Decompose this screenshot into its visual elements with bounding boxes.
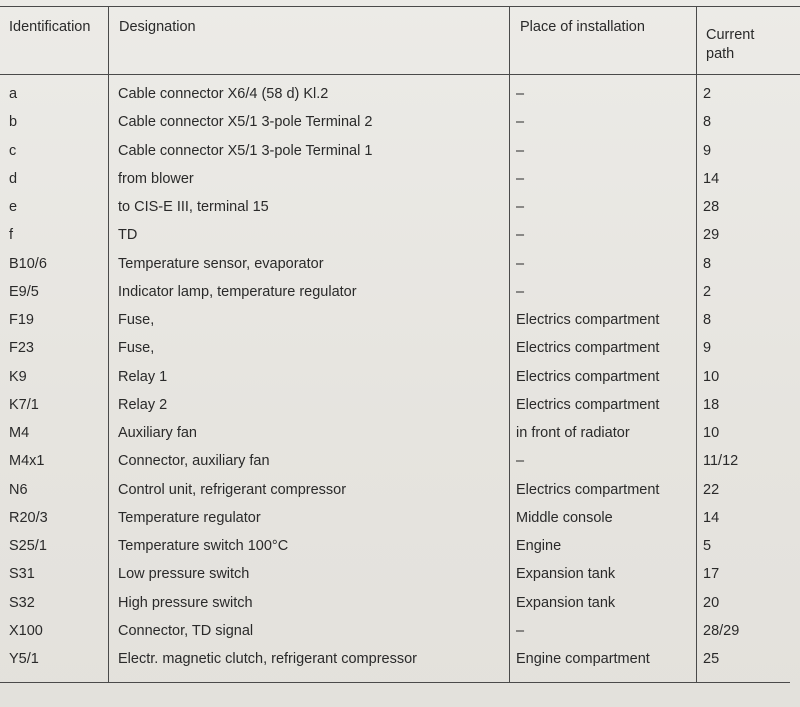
table-row xyxy=(0,256,800,284)
place-cell: – xyxy=(516,453,525,470)
designation-cell: from blower xyxy=(118,170,194,187)
designation-cell: Auxiliary fan xyxy=(118,425,197,441)
identification-cell: b xyxy=(9,114,18,131)
current-path-cell: 14 xyxy=(703,170,720,187)
current-path-cell: 18 xyxy=(703,396,720,413)
designation-cell: Relay 1 xyxy=(118,368,168,385)
identification-cell: X100 xyxy=(9,622,43,639)
place-cell: – xyxy=(516,86,525,102)
current-path-cell: 9 xyxy=(703,340,712,357)
table-row xyxy=(0,397,800,425)
identification-cell: R20/3 xyxy=(9,509,48,526)
identification-cell: N6 xyxy=(9,481,28,498)
place-cell: Middle console xyxy=(516,509,613,526)
table-row xyxy=(0,623,800,651)
header-identification: Identification xyxy=(9,19,91,35)
place-cell: – xyxy=(516,283,525,300)
table-row xyxy=(0,425,800,453)
header-current-path: Current path xyxy=(706,27,755,62)
place-cell: Electrics compartment xyxy=(516,312,660,328)
current-path-cell: 28/29 xyxy=(703,622,740,639)
identification-cell: Y5/1 xyxy=(9,651,39,667)
table-row xyxy=(0,340,800,368)
place-cell: Expansion tank xyxy=(516,566,616,583)
designation-cell: Cable connector X5/1 3-pole Terminal 1 xyxy=(118,142,373,159)
identification-cell: K9 xyxy=(9,368,27,385)
current-path-cell: 8 xyxy=(703,312,712,328)
table-row xyxy=(0,199,800,227)
table-row xyxy=(0,369,800,397)
table-row xyxy=(0,227,800,255)
place-cell: – xyxy=(516,622,525,639)
designation-cell: Electr. magnetic clutch, refrigerant compressor xyxy=(118,651,417,667)
designation-cell: to CIS-E III, terminal 15 xyxy=(118,199,269,215)
identification-cell: K7/1 xyxy=(9,396,39,413)
identification-cell: F23 xyxy=(9,340,34,357)
place-cell: Engine compartment xyxy=(516,651,650,667)
place-cell: – xyxy=(516,170,525,187)
identification-cell: F19 xyxy=(9,312,34,328)
identification-cell: S31 xyxy=(9,566,35,583)
current-path-cell: 2 xyxy=(703,86,712,102)
place-cell: Expansion tank xyxy=(516,594,616,611)
table-row xyxy=(0,114,800,142)
current-path-cell: 11/12 xyxy=(703,453,739,470)
place-cell: Electrics compartment xyxy=(516,396,660,413)
table-row xyxy=(0,510,800,538)
identification-cell: c xyxy=(9,142,17,159)
designation-cell: Indicator lamp, temperature regulator xyxy=(118,283,357,300)
table-row xyxy=(0,453,800,481)
current-path-cell: 28 xyxy=(703,199,720,215)
designation-cell: TD xyxy=(118,227,138,244)
place-cell: – xyxy=(516,114,525,131)
designation-cell: High pressure switch xyxy=(118,594,253,611)
current-path-cell: 17 xyxy=(703,566,720,583)
designation-cell: Temperature sensor, evaporator xyxy=(118,255,324,272)
header-place-of-installation: Place of installation xyxy=(520,19,645,35)
designation-cell: Control unit, refrigerant compressor xyxy=(118,481,347,498)
place-cell: Engine xyxy=(516,538,562,554)
designation-cell: Connector, TD signal xyxy=(118,622,254,639)
table-row xyxy=(0,171,800,199)
place-cell: Electrics compartment xyxy=(516,481,660,498)
identification-cell: M4 xyxy=(9,425,30,441)
current-path-cell: 20 xyxy=(703,594,720,611)
identification-cell: E9/5 xyxy=(9,283,39,300)
table-row xyxy=(0,284,800,312)
table-row xyxy=(0,86,800,114)
place-cell: Electrics compartment xyxy=(516,368,660,385)
table-header-rule xyxy=(0,74,800,75)
place-cell: – xyxy=(516,199,525,215)
identification-cell: S32 xyxy=(9,594,35,611)
current-path-cell: 9 xyxy=(703,142,712,159)
place-cell: Electrics compartment xyxy=(516,340,660,357)
current-path-cell: 10 xyxy=(703,368,720,385)
place-cell: – xyxy=(516,227,525,244)
identification-cell: B10/6 xyxy=(9,255,47,272)
place-cell: – xyxy=(516,255,525,272)
designation-cell: Fuse, xyxy=(118,312,155,328)
identification-cell: M4x1 xyxy=(9,453,45,470)
current-path-cell: 5 xyxy=(703,538,712,554)
current-path-cell: 25 xyxy=(703,651,720,667)
table-row xyxy=(0,538,800,566)
table-bottom-rule xyxy=(0,682,790,683)
table-row xyxy=(0,312,800,340)
table-row xyxy=(0,595,800,623)
current-path-cell: 8 xyxy=(703,255,712,272)
current-path-cell: 29 xyxy=(703,227,720,244)
designation-cell: Cable connector X6/4 (58 d) Kl.2 xyxy=(118,86,329,102)
table-row xyxy=(0,566,800,594)
designation-cell: Fuse, xyxy=(118,340,155,357)
place-cell: in front of radiator xyxy=(516,425,630,441)
current-path-cell: 14 xyxy=(703,509,720,526)
identification-cell: e xyxy=(9,199,18,215)
current-path-cell: 22 xyxy=(703,481,720,498)
identification-cell: a xyxy=(9,86,18,102)
designation-cell: Connector, auxiliary fan xyxy=(118,453,270,470)
table-row xyxy=(0,651,800,679)
designation-cell: Cable connector X5/1 3-pole Terminal 2 xyxy=(118,114,373,131)
header-designation: Designation xyxy=(119,19,196,35)
designation-cell: Low pressure switch xyxy=(118,566,250,583)
identification-cell: S25/1 xyxy=(9,538,47,554)
table-row xyxy=(0,482,800,510)
place-cell: – xyxy=(516,142,525,159)
current-path-cell: 8 xyxy=(703,114,712,131)
table-top-rule xyxy=(0,6,800,7)
table-row xyxy=(0,143,800,171)
identification-cell: d xyxy=(9,170,18,187)
designation-cell: Temperature regulator xyxy=(118,509,261,526)
designation-cell: Temperature switch 100°C xyxy=(118,538,289,554)
identification-cell: f xyxy=(9,227,14,244)
current-path-cell: 10 xyxy=(703,425,720,441)
current-path-cell: 2 xyxy=(703,283,712,300)
designation-cell: Relay 2 xyxy=(118,396,168,413)
